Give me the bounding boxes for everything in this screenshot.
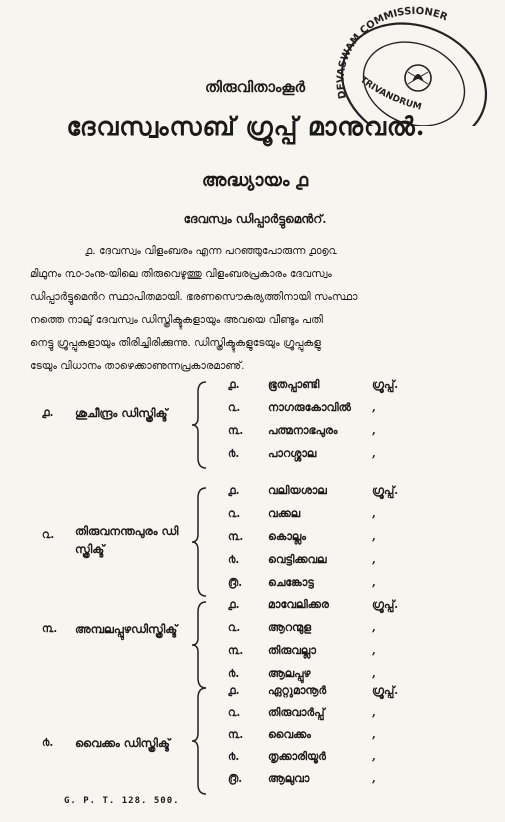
group-number: ൪. xyxy=(228,750,240,763)
district-name: തിരുവനന്തപുരം ഡി സ്ത്രിക്ട് xyxy=(75,524,179,556)
paragraph-line: ൧. ദേവസ്വം വിളംബരം എന്ന പറഞ്ഞുപോരുന്ന ൧൦൭൨ xyxy=(85,245,337,257)
group-row xyxy=(0,644,505,668)
group-name: വക്കല xyxy=(268,507,301,520)
group-tag: , xyxy=(372,530,376,543)
group-row xyxy=(0,401,505,425)
group-row xyxy=(0,576,505,600)
group-tag: ഗ്രൂപ്പ്. xyxy=(372,378,399,391)
group-number: ൩. xyxy=(228,424,244,437)
group-row xyxy=(0,621,505,645)
district-number: ൧. xyxy=(42,406,54,419)
group-name: നാഗരുകോവിൽ xyxy=(268,401,351,414)
group-tag: , xyxy=(372,667,376,680)
seal-bottom-text: TRIVANDRUM xyxy=(357,75,423,113)
group-row xyxy=(0,728,505,752)
group-name: ഏറ്റുമാനൂർ xyxy=(268,684,327,697)
group-row xyxy=(0,553,505,577)
state-name-heading: തിരുവിതാംകൂർ xyxy=(204,78,306,96)
district-name: അമ്പലപ്പുഴഡിസ്ത്രിക്ട് xyxy=(75,622,178,636)
district-number: ൩. xyxy=(42,622,58,635)
group-name: ആലുവാ xyxy=(268,772,310,785)
group-tag: , xyxy=(372,644,376,657)
group-name: പാറശ്ശാല xyxy=(268,447,317,460)
district-number: ൪. xyxy=(42,736,54,749)
group-row xyxy=(0,484,505,508)
group-number: ൨. xyxy=(228,621,241,634)
group-number: ൧. xyxy=(228,378,240,391)
group-name: തിരുവല്ലാ xyxy=(268,644,316,657)
group-tag: , xyxy=(372,750,376,763)
group-number: ൨. xyxy=(228,401,241,414)
group-number: ൧. xyxy=(228,598,240,611)
group-name: വലിയശാല xyxy=(268,484,327,497)
group-number: ൧. xyxy=(228,484,240,497)
group-row xyxy=(0,750,505,774)
group-name: ചെങ്കോട്ട xyxy=(268,576,314,589)
group-row xyxy=(0,772,505,796)
group-name: ഭൂതപ്പാണ്ടി xyxy=(268,378,320,391)
chapter-heading: അദ്ധ്യായം ൧ xyxy=(201,170,309,191)
group-number: ൪. xyxy=(228,667,240,680)
district-number: ൨. xyxy=(42,528,55,541)
group-tag: , xyxy=(372,424,376,437)
group-tag: , xyxy=(372,507,376,520)
paragraph-line: നെട്ടു ഗ്രൂപ്പുകളായും തിരിച്ചിരിക്കുന്നു. ഡിസ്ത്രിക്ടുകളുടേയും ഗ്രൂപ്പുകളു xyxy=(30,337,321,349)
group-tag: ഗ്രൂപ്പ്. xyxy=(372,684,399,697)
group-name: മാവേലിക്കര xyxy=(268,598,329,611)
manual-title: ദേവസ്വംസബ് ഗ്രൂപ്പ് മാനുവൽ. xyxy=(66,112,426,141)
group-tag: , xyxy=(372,728,376,741)
group-row xyxy=(0,684,505,708)
group-number: ൩. xyxy=(228,728,244,741)
group-row xyxy=(0,530,505,554)
seal-graphic xyxy=(318,6,498,126)
svg-text:DEVASWAM COMMISSIONER xyxy=(336,6,450,100)
group-name: വെട്ടിക്കവല xyxy=(268,553,327,566)
seal-top-text: DEVASWAM COMMISSIONER xyxy=(335,6,449,100)
paragraph-line: ടേയും വിധാനം താഴെക്കാണുന്നപ്രകാരമാണു്. xyxy=(30,360,245,372)
commissioner-seal-stamp xyxy=(318,6,498,126)
group-number: ൫. xyxy=(228,772,243,785)
group-name: പത്മനാഭപുരം xyxy=(268,424,338,437)
paragraph-line: നത്തെ നാലു് ദേവസ്വം ഡിസ്ത്രിക്ടുകളായും അവയെ വീണ്ടും പതി xyxy=(30,314,323,326)
group-number: ൩. xyxy=(228,644,244,657)
district-name: വൈക്കം ഡിസ്ത്രിക്ട് xyxy=(75,736,170,750)
intro-paragraph xyxy=(30,240,470,378)
paragraph-line: ഡിപ്പാർട്ടുമെൻറ സ്ഥാപിതമായി. ഭരണസൌകര്യത്തിനായി സംസ്ഥാ xyxy=(30,291,358,303)
group-name: ആലപ്പുഴ xyxy=(268,667,311,680)
group-row xyxy=(0,598,505,622)
seal-emblem-icon xyxy=(405,65,431,91)
group-number: ൧. xyxy=(228,684,240,697)
paragraph-line: മിഥുനം ൩൦-ാംനു-യിലെ തിരുവെഴുത്തു വിളംബരപ്രകാരം ദേവസ്വം xyxy=(30,268,332,280)
group-name: തിരുവാർപ്പ് xyxy=(268,706,325,719)
group-number: ൩. xyxy=(228,530,244,543)
group-tag: ഗ്രൂപ്പ്. xyxy=(372,484,399,497)
group-tag: , xyxy=(372,576,376,589)
group-row xyxy=(0,706,505,730)
group-tag: , xyxy=(372,447,376,460)
district-name: ശുചീന്ദ്രം ഡിസ്ത്രിക്ട് xyxy=(75,406,168,420)
group-tag: , xyxy=(372,621,376,634)
group-row xyxy=(0,447,505,471)
group-tag: , xyxy=(372,401,376,414)
department-heading: ദേവസ്വം ഡിപ്പാർട്ടുമെൻറ്. xyxy=(183,212,327,226)
group-row xyxy=(0,507,505,531)
group-tag: , xyxy=(372,772,376,785)
group-name: തൃക്കാരിയൂർ xyxy=(268,750,326,763)
group-number: ൪. xyxy=(228,447,240,460)
group-tag: ഗ്രൂപ്പ്. xyxy=(372,598,399,611)
group-row xyxy=(0,424,505,448)
group-name: ആറന്മുള xyxy=(268,621,312,634)
group-name: വൈക്കം xyxy=(268,728,311,741)
group-tag: , xyxy=(372,553,376,566)
group-tag: , xyxy=(372,706,376,719)
group-number: ൨. xyxy=(228,507,241,520)
group-number: ൫. xyxy=(228,576,243,589)
printer-imprint: G. P. T. 128. 500. xyxy=(64,796,180,806)
group-number: ൪. xyxy=(228,553,240,566)
group-name: കൊല്ലം xyxy=(268,530,306,543)
group-row xyxy=(0,378,505,402)
group-number: ൨. xyxy=(228,706,241,719)
